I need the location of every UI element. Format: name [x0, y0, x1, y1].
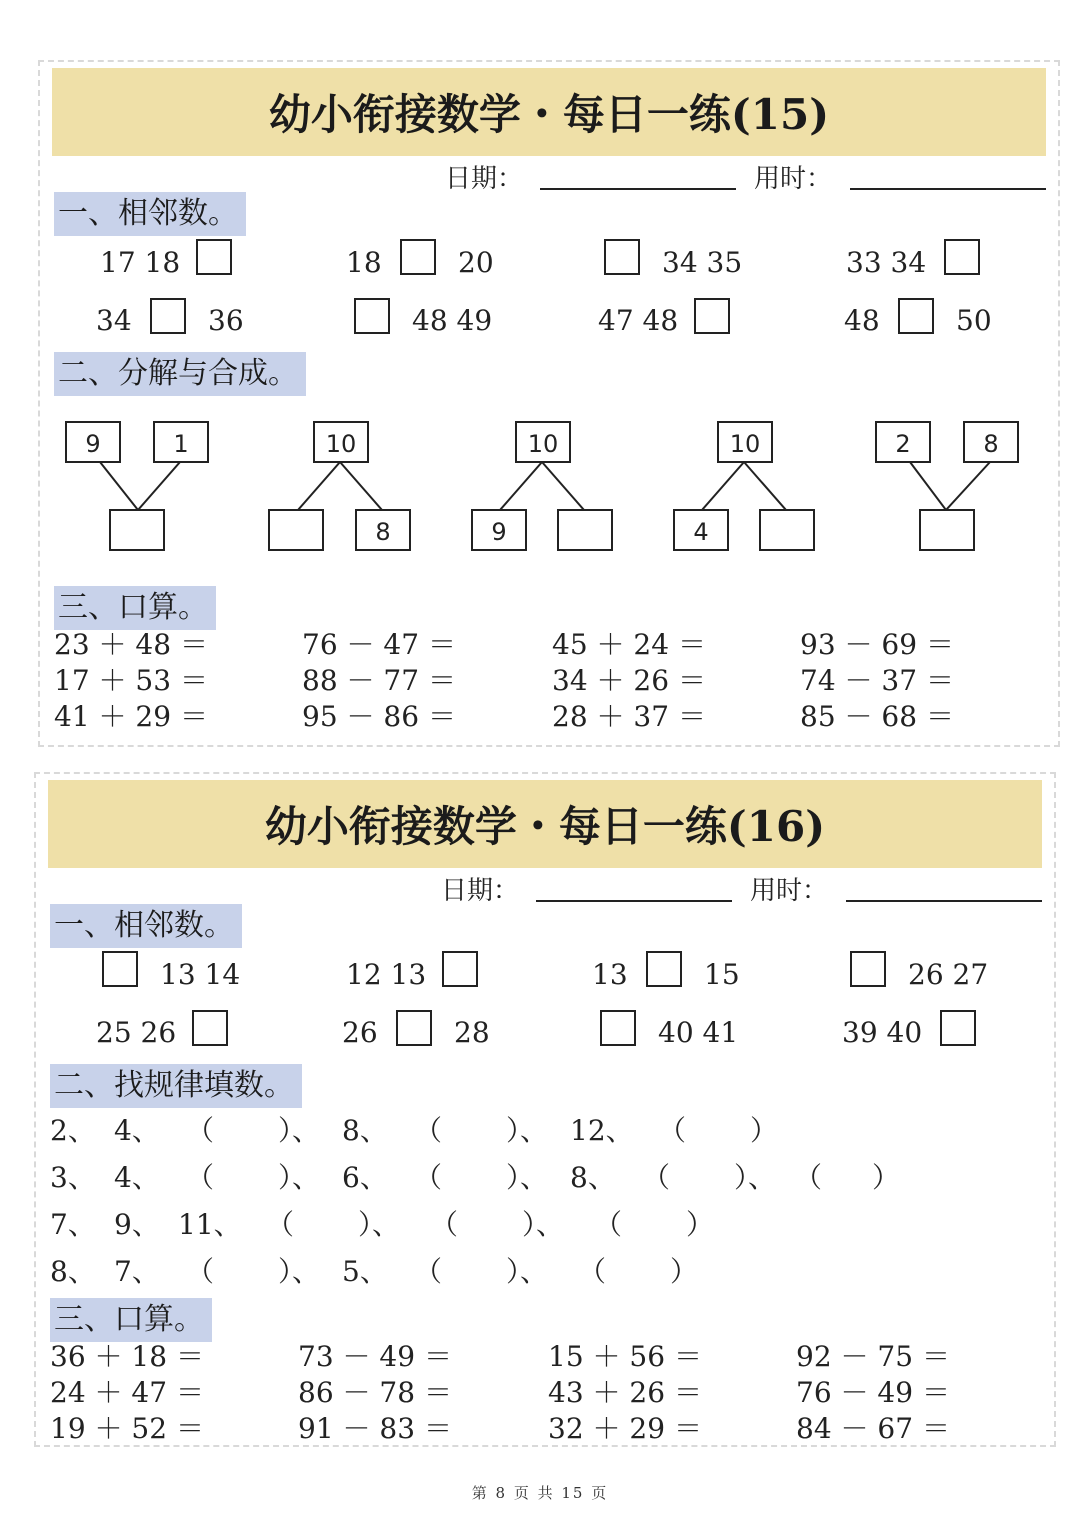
time-label: 用时： [750, 876, 829, 906]
oral-problem: 84 － 67 ＝ [796, 1412, 950, 1445]
adjacent-number: 20 [458, 246, 494, 279]
pattern-blank-close: ）、 [278, 1255, 321, 1288]
answer-box[interactable] [442, 951, 478, 987]
pattern-token: 7、 [114, 1255, 160, 1288]
pattern-blank-close: ）、 [278, 1114, 321, 1147]
oral-problem: 43 ＋ 26 ＝ [548, 1376, 702, 1409]
adjacent-number: 18 [346, 246, 382, 279]
pattern-token: 4、 [114, 1161, 160, 1194]
answer-box[interactable] [940, 1010, 976, 1046]
split-diagram [269, 422, 410, 550]
worksheet-16 [34, 772, 1056, 1447]
pattern-blank-close: ） [670, 1255, 699, 1288]
answer-box[interactable] [604, 239, 640, 275]
connector-line [946, 462, 990, 510]
pattern-blank-open[interactable]: （ [186, 1114, 215, 1147]
pattern-blank-open[interactable]: （ [414, 1114, 443, 1147]
pattern-blank-close: ）、 [734, 1161, 777, 1194]
adjacent-number: 39 40 [842, 1016, 923, 1049]
oral-problem: 74 － 37 ＝ [800, 664, 954, 697]
answer-box[interactable] [354, 298, 390, 334]
pattern-blank-open[interactable]: （ [414, 1255, 443, 1288]
box-number: 1 [173, 430, 189, 458]
oral-problem: 45 ＋ 24 ＝ [552, 628, 706, 661]
pattern-token: 11、 [178, 1208, 242, 1241]
connector-line [744, 462, 786, 510]
section-adjacent-numbers: 一、相邻数。 [50, 904, 242, 948]
merge-diagram [876, 422, 1018, 550]
date-blank[interactable] [540, 188, 736, 190]
pattern-blank-close: ）、 [522, 1208, 565, 1241]
box-number: 8 [983, 430, 999, 458]
adjacent-number: 25 26 [96, 1016, 177, 1049]
answer-box[interactable] [269, 510, 323, 550]
answer-box[interactable] [600, 1010, 636, 1046]
oral-problem: 76 － 47 ＝ [302, 628, 456, 661]
oral-problem: 15 ＋ 56 ＝ [548, 1340, 702, 1373]
section-find-pattern: 二、找规律填数。 [50, 1064, 302, 1108]
adjacent-number: 47 48 [598, 304, 679, 337]
time-blank[interactable] [846, 900, 1042, 902]
connector-line [542, 462, 584, 510]
oral-problem: 73 － 49 ＝ [298, 1340, 452, 1373]
connector-line [340, 462, 382, 510]
pattern-blank-open[interactable]: （ [794, 1161, 823, 1194]
answer-box[interactable] [110, 510, 164, 550]
box-number: 10 [527, 430, 559, 458]
connector-line [910, 462, 946, 510]
answer-box[interactable] [192, 1010, 228, 1046]
pattern-token: 4、 [114, 1114, 160, 1147]
time-blank[interactable] [850, 188, 1046, 190]
worksheet-15 [38, 60, 1060, 747]
pattern-blank-open[interactable]: （ [594, 1208, 623, 1241]
section-decomposition: 二、分解与合成。 [54, 352, 306, 396]
answer-box[interactable] [196, 239, 232, 275]
pattern-blank-close: ）、 [278, 1161, 321, 1194]
adjacent-number: 13 14 [160, 958, 241, 991]
section-oral-arithmetic: 三、口算。 [50, 1298, 212, 1342]
adjacent-number: 40 41 [658, 1016, 739, 1049]
answer-box[interactable] [558, 510, 612, 550]
page-number: 第 8 页 共 15 页 [471, 1484, 609, 1502]
connector-line [500, 462, 542, 510]
time-label: 用时： [754, 164, 833, 194]
pattern-blank-close: ） [750, 1114, 779, 1147]
pattern-blank-close: ）、 [506, 1255, 549, 1288]
adjacent-number: 17 18 [100, 246, 181, 279]
pattern-token: 2、 [50, 1114, 96, 1147]
oral-problem: 88 － 77 ＝ [302, 664, 456, 697]
answer-box[interactable] [898, 298, 934, 334]
pattern-blank-open[interactable]: （ [414, 1161, 443, 1194]
adjacent-number: 36 [208, 304, 244, 337]
adjacent-number: 26 27 [908, 958, 989, 991]
box-number: 2 [895, 430, 911, 458]
pattern-blank-open[interactable]: （ [430, 1208, 459, 1241]
adjacent-number: 13 [592, 958, 628, 991]
pattern-token: 8、 [342, 1114, 388, 1147]
adjacent-number: 33 34 [846, 246, 927, 279]
pattern-blank-close: ） [686, 1208, 715, 1241]
pattern-token: 12、 [570, 1114, 634, 1147]
pattern-blank-close: ）、 [506, 1161, 549, 1194]
box-number: 10 [729, 430, 761, 458]
oral-problem: 86 － 78 ＝ [298, 1376, 452, 1409]
merge-diagram [66, 422, 208, 550]
decomposition-diagrams [40, 414, 1040, 574]
pattern-blank-open[interactable]: （ [658, 1114, 687, 1147]
adjacent-number: 48 [844, 304, 880, 337]
pattern-token: 3、 [50, 1161, 96, 1194]
date-label: 日期： [441, 876, 520, 906]
pattern-blank-close: ）、 [506, 1114, 549, 1147]
oral-problem: 28 ＋ 37 ＝ [552, 700, 706, 733]
answer-box[interactable] [102, 951, 138, 987]
answer-box[interactable] [150, 298, 186, 334]
oral-problem: 91 － 83 ＝ [298, 1412, 452, 1445]
oral-problem: 36 ＋ 18 ＝ [50, 1340, 204, 1373]
connector-line [100, 462, 138, 510]
box-number: 4 [693, 518, 709, 546]
pattern-token: 9、 [114, 1208, 160, 1241]
split-diagram [472, 422, 612, 550]
adjacent-number: 34 [96, 304, 132, 337]
worksheet-title: 幼小衔接数学・每日一练(15) [52, 68, 1046, 156]
adjacent-number: 48 49 [412, 304, 493, 337]
answer-box[interactable] [694, 298, 730, 334]
answer-box[interactable] [920, 510, 974, 550]
section-oral-arithmetic: 三、口算。 [54, 586, 216, 630]
pattern-token: 8、 [570, 1161, 616, 1194]
answer-box[interactable] [400, 239, 436, 275]
adjacent-number: 15 [704, 958, 740, 991]
oral-problem: 24 ＋ 47 ＝ [50, 1376, 204, 1409]
box-number: 8 [375, 518, 391, 546]
oral-problem: 95 － 86 ＝ [302, 700, 456, 733]
connector-line [298, 462, 340, 510]
date-label: 日期： [445, 164, 524, 194]
adjacent-number: 12 13 [346, 958, 427, 991]
oral-problem: 19 ＋ 52 ＝ [50, 1412, 204, 1445]
pattern-token: 5、 [342, 1255, 388, 1288]
oral-problem: 92 － 75 ＝ [796, 1340, 950, 1373]
split-diagram [674, 422, 814, 550]
oral-problem: 17 ＋ 53 ＝ [54, 664, 208, 697]
answer-box[interactable] [760, 510, 814, 550]
oral-problem: 34 ＋ 26 ＝ [552, 664, 706, 697]
answer-box[interactable] [396, 1010, 432, 1046]
pattern-blank-open[interactable]: （ [186, 1161, 215, 1194]
pattern-blank-open[interactable]: （ [266, 1208, 295, 1241]
oral-problem: 41 ＋ 29 ＝ [54, 700, 208, 733]
box-number: 9 [85, 430, 101, 458]
section-adjacent-numbers: 一、相邻数。 [54, 192, 246, 236]
adjacent-number: 50 [956, 304, 992, 337]
pattern-blank-open[interactable]: （ [578, 1255, 607, 1288]
oral-problem: 23 ＋ 48 ＝ [54, 628, 208, 661]
oral-problem: 93 － 69 ＝ [800, 628, 954, 661]
oral-problem: 32 ＋ 29 ＝ [548, 1412, 702, 1445]
connector-line [702, 462, 744, 510]
oral-problem: 85 － 68 ＝ [800, 700, 954, 733]
date-blank[interactable] [536, 900, 732, 902]
pattern-token: 6、 [342, 1161, 388, 1194]
pattern-blank-close: ）、 [358, 1208, 401, 1241]
adjacent-number: 34 35 [662, 246, 743, 279]
adjacent-number: 28 [454, 1016, 490, 1049]
pattern-blank-open[interactable]: （ [186, 1255, 215, 1288]
oral-problem: 76 － 49 ＝ [796, 1376, 950, 1409]
pattern-blank-close: ） [872, 1161, 901, 1194]
pattern-blank-open[interactable]: （ [642, 1161, 671, 1194]
answer-box[interactable] [646, 951, 682, 987]
connector-line [138, 462, 180, 510]
answer-box[interactable] [850, 951, 886, 987]
pattern-token: 8、 [50, 1255, 96, 1288]
answer-box[interactable] [944, 239, 980, 275]
pattern-token: 7、 [50, 1208, 96, 1241]
worksheet-title: 幼小衔接数学・每日一练(16) [48, 780, 1042, 868]
adjacent-number: 26 [342, 1016, 378, 1049]
box-number: 9 [491, 518, 507, 546]
box-number: 10 [325, 430, 357, 458]
